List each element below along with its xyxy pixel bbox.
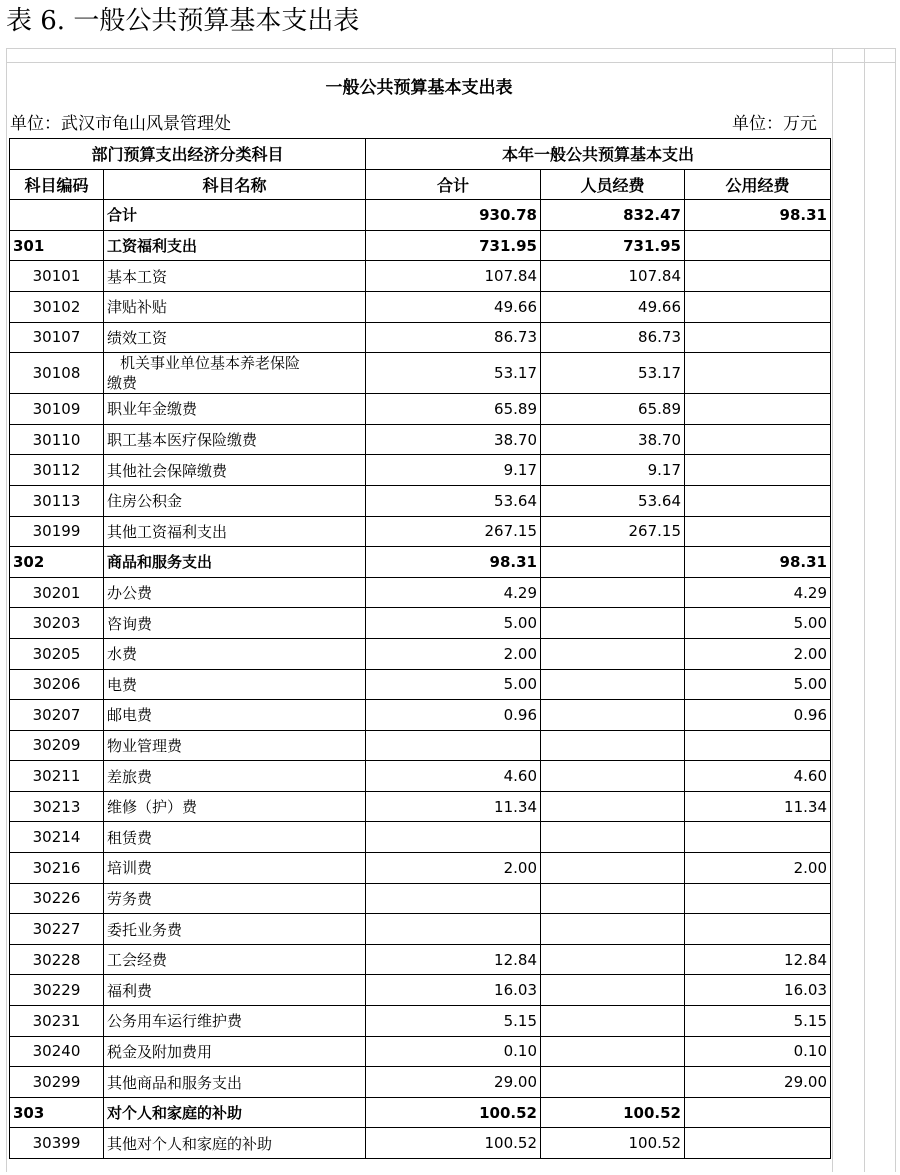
row-code: 30214	[10, 822, 104, 853]
table-row	[10, 394, 831, 425]
row-name: 电费	[104, 669, 366, 700]
row-name: 商品和服务支出	[104, 547, 366, 578]
row-public	[685, 353, 831, 394]
table-row	[10, 975, 831, 1006]
header-personnel: 人员经费	[541, 169, 685, 200]
row-public: 16.03	[685, 975, 831, 1006]
row-personnel	[541, 669, 685, 700]
row-personnel: 86.73	[541, 322, 685, 353]
row-total: 5.15	[366, 1006, 541, 1037]
row-public	[685, 730, 831, 761]
row-name: 咨询费	[104, 608, 366, 639]
row-code: 30102	[10, 291, 104, 322]
table-row	[10, 455, 831, 486]
row-name: 其他社会保障缴费	[104, 455, 366, 486]
row-name: 津贴补贴	[104, 291, 366, 322]
table-row	[10, 1036, 831, 1067]
row-name: 邮电费	[104, 700, 366, 731]
row-public	[685, 230, 831, 261]
header-classification: 部门预算支出经济分类科目	[10, 139, 366, 170]
row-public: 0.96	[685, 700, 831, 731]
header-column-row	[10, 169, 831, 200]
row-personnel	[541, 883, 685, 914]
table-row	[10, 822, 831, 853]
row-personnel	[541, 547, 685, 578]
row-total: 4.29	[366, 577, 541, 608]
budget-table	[9, 138, 831, 1159]
row-personnel	[541, 1006, 685, 1037]
row-public	[685, 455, 831, 486]
table-row	[10, 883, 831, 914]
table-row	[10, 638, 831, 669]
table-row	[10, 730, 831, 761]
row-name: 职业年金缴费	[104, 394, 366, 425]
row-public: 11.34	[685, 791, 831, 822]
header-public: 公用经费	[685, 169, 831, 200]
row-personnel	[541, 638, 685, 669]
row-code: 30213	[10, 791, 104, 822]
row-personnel: 107.84	[541, 261, 685, 292]
table-row	[10, 791, 831, 822]
unit-org-label: 单位：武汉市龟山风景管理处	[10, 114, 231, 134]
row-total: 65.89	[366, 394, 541, 425]
row-code: 30207	[10, 700, 104, 731]
row-code: 30201	[10, 577, 104, 608]
row-total: 2.00	[366, 638, 541, 669]
row-total: 2.00	[366, 853, 541, 884]
row-public	[685, 1097, 831, 1128]
row-name-line2: 缴费	[107, 374, 138, 393]
table-row	[10, 485, 831, 516]
row-personnel	[541, 822, 685, 853]
table-row	[10, 322, 831, 353]
row-total: 53.64	[366, 485, 541, 516]
row-code: 30112	[10, 455, 104, 486]
row-personnel	[541, 914, 685, 945]
row-public: 98.31	[685, 547, 831, 578]
row-public: 5.00	[685, 669, 831, 700]
row-public: 0.10	[685, 1036, 831, 1067]
category-row	[10, 230, 831, 261]
row-code: 30240	[10, 1036, 104, 1067]
header-code: 科目编码	[10, 169, 104, 200]
row-public	[685, 394, 831, 425]
row-total	[366, 883, 541, 914]
row-personnel	[541, 853, 685, 884]
row-total: 16.03	[366, 975, 541, 1006]
table-row	[10, 1128, 831, 1159]
row-code: 30216	[10, 853, 104, 884]
row-personnel	[541, 791, 685, 822]
row-code: 30399	[10, 1128, 104, 1159]
grand-total-code	[10, 200, 104, 231]
header-total: 合计	[366, 169, 541, 200]
table-row	[10, 577, 831, 608]
row-name: 职工基本医疗保险缴费	[104, 424, 366, 455]
row-total: 0.96	[366, 700, 541, 731]
row-code: 30108	[10, 353, 104, 394]
row-personnel	[541, 700, 685, 731]
row-name: 住房公积金	[104, 485, 366, 516]
table-row	[10, 516, 831, 547]
row-total: 731.95	[366, 230, 541, 261]
row-code: 30203	[10, 608, 104, 639]
row-personnel: 100.52	[541, 1128, 685, 1159]
table-row	[10, 1006, 831, 1037]
row-public: 4.60	[685, 761, 831, 792]
row-total: 100.52	[366, 1128, 541, 1159]
unit-currency-label: 单位：万元	[732, 114, 817, 134]
row-personnel: 731.95	[541, 230, 685, 261]
table-row	[10, 353, 831, 394]
table-row	[10, 700, 831, 731]
row-public	[685, 322, 831, 353]
row-code: 30110	[10, 424, 104, 455]
row-name: 对个人和家庭的补助	[104, 1097, 366, 1128]
table-row	[10, 291, 831, 322]
table-row	[10, 608, 831, 639]
table-row	[10, 761, 831, 792]
row-total: 38.70	[366, 424, 541, 455]
category-row	[10, 1097, 831, 1128]
row-name: 租赁费	[104, 822, 366, 853]
category-row	[10, 547, 831, 578]
row-total: 49.66	[366, 291, 541, 322]
row-name-line1: 机关事业单位基本养老保险	[120, 354, 301, 373]
row-total: 4.60	[366, 761, 541, 792]
table-row	[10, 944, 831, 975]
row-personnel	[541, 577, 685, 608]
row-personnel	[541, 975, 685, 1006]
row-public: 2.00	[685, 638, 831, 669]
row-name: 培训费	[104, 853, 366, 884]
row-code: 30211	[10, 761, 104, 792]
row-public	[685, 424, 831, 455]
row-public	[685, 485, 831, 516]
grand-total-personnel: 832.47	[541, 200, 685, 231]
row-personnel: 100.52	[541, 1097, 685, 1128]
row-total: 5.00	[366, 608, 541, 639]
row-personnel	[541, 730, 685, 761]
table-row	[10, 261, 831, 292]
row-public	[685, 883, 831, 914]
row-code: 30113	[10, 485, 104, 516]
row-name: 绩效工资	[104, 322, 366, 353]
row-name: 其他商品和服务支出	[104, 1067, 366, 1098]
table-row	[10, 424, 831, 455]
row-public	[685, 914, 831, 945]
row-total: 98.31	[366, 547, 541, 578]
row-total	[366, 822, 541, 853]
row-name: 其他对个人和家庭的补助	[104, 1128, 366, 1159]
grand-total-public: 98.31	[685, 200, 831, 231]
row-code: 30226	[10, 883, 104, 914]
row-code: 30229	[10, 975, 104, 1006]
row-name	[104, 353, 366, 394]
row-public	[685, 516, 831, 547]
row-code: 30206	[10, 669, 104, 700]
row-name: 福利费	[104, 975, 366, 1006]
row-code: 30209	[10, 730, 104, 761]
row-total: 0.10	[366, 1036, 541, 1067]
row-personnel: 38.70	[541, 424, 685, 455]
row-total: 11.34	[366, 791, 541, 822]
grand-total-row	[10, 200, 831, 231]
row-code: 30109	[10, 394, 104, 425]
row-total: 107.84	[366, 261, 541, 292]
row-code: 30199	[10, 516, 104, 547]
row-code: 30101	[10, 261, 104, 292]
table-row	[10, 853, 831, 884]
grand-total-label: 合计	[104, 200, 366, 231]
row-total	[366, 730, 541, 761]
row-public	[685, 261, 831, 292]
row-public	[685, 1128, 831, 1159]
row-public: 29.00	[685, 1067, 831, 1098]
row-total: 29.00	[366, 1067, 541, 1098]
row-name: 其他工资福利支出	[104, 516, 366, 547]
row-code: 30227	[10, 914, 104, 945]
row-public: 12.84	[685, 944, 831, 975]
row-name: 基本工资	[104, 261, 366, 292]
grand-total-total: 930.78	[366, 200, 541, 231]
row-public: 4.29	[685, 577, 831, 608]
row-code: 30107	[10, 322, 104, 353]
row-name: 差旅费	[104, 761, 366, 792]
row-total: 9.17	[366, 455, 541, 486]
row-code: 30228	[10, 944, 104, 975]
row-code: 302	[10, 547, 104, 578]
row-total: 86.73	[366, 322, 541, 353]
row-total: 53.17	[366, 353, 541, 394]
row-name: 委托业务费	[104, 914, 366, 945]
header-group-row	[10, 139, 831, 170]
row-personnel: 65.89	[541, 394, 685, 425]
header-expenditure: 本年一般公共预算基本支出	[366, 139, 831, 170]
document-title: 表 6. 一般公共预算基本支出表	[6, 6, 360, 36]
row-name: 公务用车运行维护费	[104, 1006, 366, 1037]
row-personnel: 53.64	[541, 485, 685, 516]
row-name: 工资福利支出	[104, 230, 366, 261]
row-name: 办公费	[104, 577, 366, 608]
row-public	[685, 291, 831, 322]
row-total: 12.84	[366, 944, 541, 975]
row-code: 301	[10, 230, 104, 261]
row-name: 税金及附加费用	[104, 1036, 366, 1067]
row-code: 30231	[10, 1006, 104, 1037]
table-row	[10, 914, 831, 945]
row-total	[366, 914, 541, 945]
row-personnel	[541, 944, 685, 975]
header-name: 科目名称	[104, 169, 366, 200]
row-personnel: 9.17	[541, 455, 685, 486]
row-name: 维修（护）费	[104, 791, 366, 822]
sheet-title: 一般公共预算基本支出表	[325, 78, 513, 98]
row-code: 30299	[10, 1067, 104, 1098]
row-personnel: 53.17	[541, 353, 685, 394]
row-total: 5.00	[366, 669, 541, 700]
row-name: 水费	[104, 638, 366, 669]
table-row	[10, 1067, 831, 1098]
row-public: 2.00	[685, 853, 831, 884]
row-personnel	[541, 761, 685, 792]
row-public: 5.00	[685, 608, 831, 639]
row-personnel: 267.15	[541, 516, 685, 547]
row-code: 303	[10, 1097, 104, 1128]
row-total: 267.15	[366, 516, 541, 547]
row-personnel: 49.66	[541, 291, 685, 322]
row-personnel	[541, 608, 685, 639]
row-code: 30205	[10, 638, 104, 669]
row-total: 100.52	[366, 1097, 541, 1128]
row-public	[685, 822, 831, 853]
row-public: 5.15	[685, 1006, 831, 1037]
row-name: 劳务费	[104, 883, 366, 914]
table-row	[10, 669, 831, 700]
row-personnel	[541, 1067, 685, 1098]
row-personnel	[541, 1036, 685, 1067]
row-name: 物业管理费	[104, 730, 366, 761]
row-name: 工会经费	[104, 944, 366, 975]
